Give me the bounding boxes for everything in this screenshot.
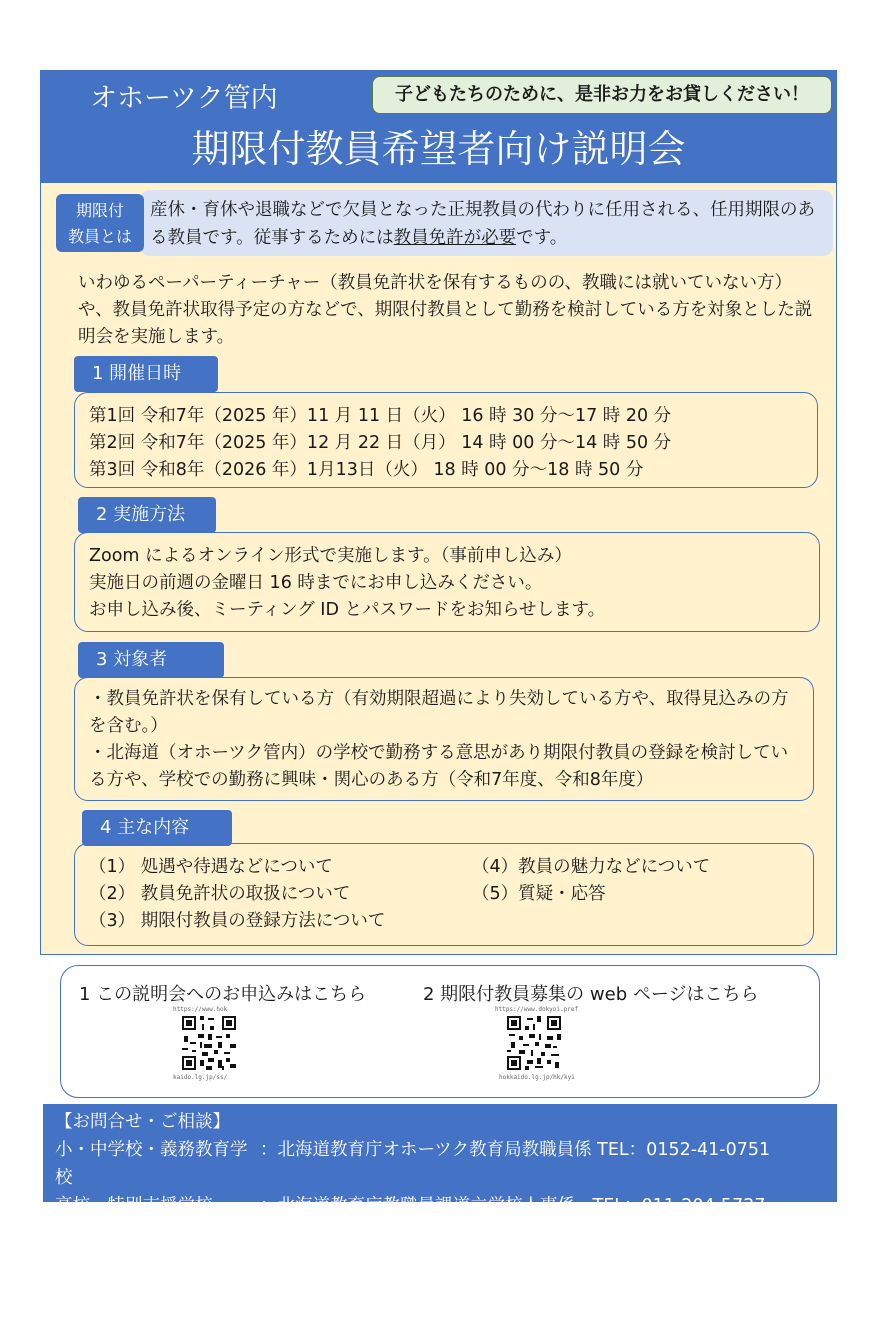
contact-who: 高校・特別支援学校: [55, 1196, 213, 1216]
contact-detail: ：北海道教育庁教職員課道立学校人事係 TEL：011-204-5727: [260, 1196, 766, 1216]
content-item: （3） 期限付教員の登録方法について: [89, 911, 386, 931]
qr-left-caption-bottom: kaido.lg.jp/ss/: [173, 1074, 228, 1081]
definition-text: 産休・育休や退職などで欠員となった正規教員の代わりに任用される、任用期限のある教員です。従事するためには教員免許が必要です。: [140, 190, 833, 256]
contact-row: [55, 1192, 825, 1220]
section-label-schedule: 1 開催日時: [74, 356, 218, 392]
content-item: （4）教員の魅力などについて: [472, 857, 711, 877]
contact-row: [55, 1136, 825, 1192]
target-box: [74, 677, 814, 801]
method-line: お申し込み後、ミーティング ID とパスワードをお知らせします。: [89, 600, 606, 620]
qr-right-caption-top: https://www.dokyoi.pref: [495, 1006, 579, 1013]
qr-left-caption-top: https://www.hok: [173, 1006, 228, 1013]
content-item: （1） 処遇や待遇などについて: [89, 857, 333, 877]
contact-detail: ：北海道教育庁オホーツク教育局教職員係 TEL：0152-41-0751: [260, 1140, 771, 1160]
target-line: ・教員免許状を保有している方（有効期限超過により失効している方や、取得見込みの方を含む。）: [89, 689, 789, 736]
page-title: 期限付教員希望者向け説明会: [191, 127, 686, 171]
method-line: 実施日の前週の金曜日 16 時までにお申し込みください。: [89, 573, 543, 593]
content-box: [74, 843, 814, 946]
intro-text: いわゆるペーパーティーチャー（教員免許状を保有するものの、教職には就いていない方）や、教員免許状取得予定の方などで、期限付教員として勤務を検討している方を対象とした説明会を実施します。: [78, 273, 813, 347]
slogan-badge: 子どもたちのために、是非お力をお貸しください！: [372, 76, 832, 114]
section-label-target: 3 対象者: [78, 642, 224, 678]
contact-who: 小・中学校・義務教育学校: [55, 1140, 248, 1188]
region-label: オホーツク管内: [90, 83, 278, 114]
target-line: ・北海道（オホーツク管内）の学校で勤務する意思があり期限付教員の登録を検討している方や、学校での勤務に興味・関心のある方（令和7年度、令和8年度）: [89, 743, 789, 790]
section-label-content: 4 主な内容: [82, 810, 232, 846]
content-item: （2） 教員免許状の取扱について: [89, 884, 351, 904]
schedule-box: [74, 392, 818, 488]
license-required: 教員免許が必要: [393, 228, 517, 248]
qr-left-label: 1 この説明会へのお申込みはこちら: [79, 984, 367, 1005]
qr-panel: [60, 965, 820, 1098]
definition-tag: 期限付 教員とは: [56, 194, 144, 252]
contact-heading: 【お問合せ・ご相談】: [55, 1112, 230, 1132]
schedule-line: 第3回 令和8年（2026 年）1月13日（火） 18 時 00 分～18 時 50 分: [89, 460, 644, 480]
method-box: [74, 532, 820, 632]
contact-panel: [43, 1104, 837, 1216]
schedule-line: 第1回 令和7年（2025 年）11 月 11 日（火） 16 時 30 分～17 時 20 分: [89, 406, 672, 426]
qr-right-label: 2 期限付教員募集の web ページはこちら: [423, 984, 759, 1005]
qr-code-application[interactable]: [177, 1014, 241, 1072]
qr-code-webpage[interactable]: [502, 1014, 566, 1072]
definition-box: [40, 190, 837, 258]
qr-right-caption-bottom: hokkaido.lg.jp/hk/kyi: [499, 1074, 575, 1081]
section-label-method: 2 実施方法: [78, 497, 216, 533]
method-line: Zoom によるオンライン形式で実施します。（事前申し込み）: [89, 546, 572, 566]
schedule-line: 第2回 令和7年（2025 年）12 月 22 日（月） 14 時 00 分～14 時 50 分: [89, 433, 672, 453]
content-item: （5）質疑・応答: [472, 884, 606, 904]
